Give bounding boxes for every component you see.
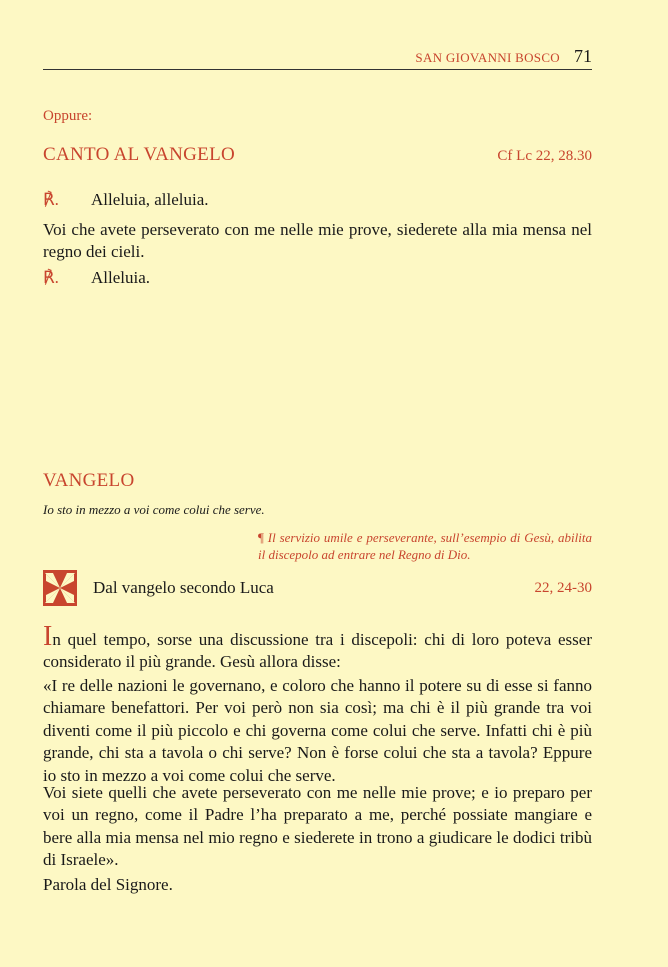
header-rule [43, 69, 592, 70]
vangelo-heading-row [43, 470, 592, 492]
running-head [43, 46, 592, 67]
antiphon: Io sto in mezzo a voi come colui che serve. [43, 502, 265, 517]
canto-heading-row [43, 144, 592, 166]
alleluia-2: Alleluia. [91, 268, 151, 287]
cross-icon [43, 570, 77, 606]
response-line-1 [43, 190, 209, 210]
closing-acclamation: Parola del Signore. [43, 875, 173, 894]
canto-reference: Cf Lc 22, 28.30 [497, 148, 592, 164]
alleluia-1: Alleluia, alleluia. [91, 190, 209, 209]
paragraph-1-text: n quel tempo, sorse una discussione tra i discepoli: chi di loro poteva esser considerato il più grande. Gesù allora disse: [43, 630, 592, 672]
vangelo-title: VANGELO [43, 470, 135, 491]
response-symbol: ℟. [43, 190, 59, 209]
canto-title: CANTO AL VANGELO [43, 144, 235, 165]
gospel-source-label: Dal vangelo secondo Luca [93, 578, 274, 597]
gospel-paragraph-2: «I re delle nazioni le governano, e coloro che hanno il potere su di esse si fanno chiamare benefattori. Per voi però non sia così; ma chi è il più grande tra voi diventi come il più piccolo e chi governa come colui che serve. Infatti chi è più grande, chi sta a tavola o chi serve? Non è forse colui che sta a tavola? Eppure io sto in mezzo a voi come colui che serve. [43, 676, 592, 785]
summary-mark: ¶ [258, 530, 264, 545]
running-title: SAN GIOVANNI BOSCO [415, 50, 560, 65]
drop-cap: I [43, 621, 53, 652]
gospel-source-row [43, 570, 592, 606]
page-number: 71 [574, 46, 592, 66]
response-symbol: ℟. [43, 268, 59, 287]
response-line-2 [43, 268, 150, 288]
canto-verse: Voi che avete perseverato con me nelle mie prove, siederete alla mia mensa nel regno dei cieli. [43, 220, 592, 262]
summary [258, 529, 592, 563]
gospel-paragraph-3: Voi siete quelli che avete perseverato con me nelle mie prove; e io preparo per voi un regno, come il Padre l’ha preparato a me, perché possiate mangiare e bere alla mia mensa nel mio regno e siederete in trono a giudicare le dodici tribù di Israele». [43, 783, 592, 870]
gospel-reference: 22, 24-30 [534, 579, 592, 596]
oppure-label: Oppure: [43, 108, 93, 124]
gospel-paragraph-1 [43, 621, 592, 674]
summary-text: Il servizio umile e perseverante, sull’esempio di Gesù, abilita il discepolo ad entrare nel Regno di Dio. [258, 530, 592, 562]
